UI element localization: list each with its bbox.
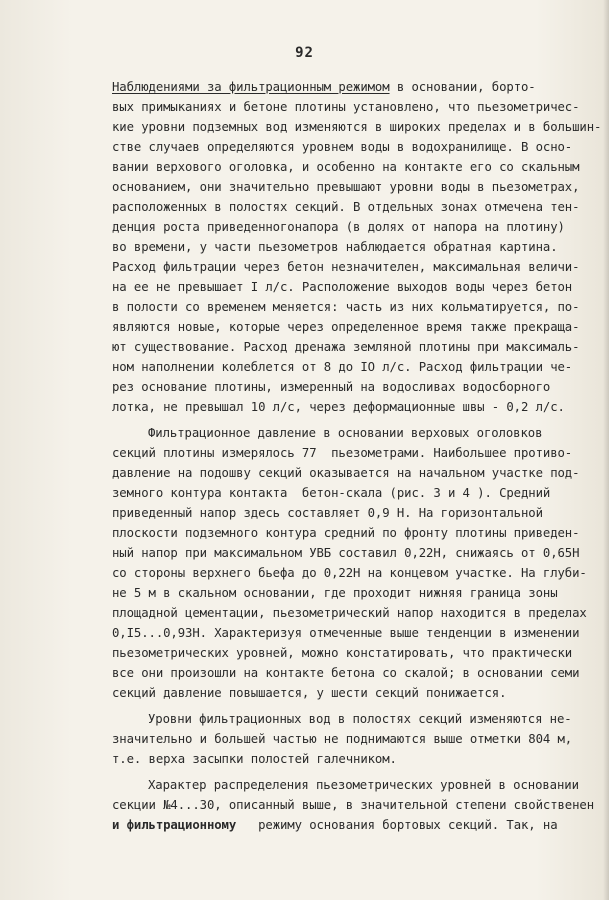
text-line	[112, 337, 580, 357]
line-text: ный напор при максимальном УВБ составил 0,22Н, снижаясь от 0,65Н	[112, 546, 580, 560]
text-line	[112, 583, 558, 603]
line-text: пьезометрических уровней, можно констатировать, что практически	[112, 646, 573, 660]
line-text: Фильтрационное давление в основании верховых оголовков	[148, 426, 543, 440]
line-text: расположенных в полостях секций. В отдельных зонах отмечена тен-	[112, 200, 580, 214]
text-line	[112, 815, 558, 835]
text-line	[112, 317, 580, 337]
text-line	[112, 257, 580, 277]
line-text: т.е. верха засыпки полостей галечником.	[112, 752, 397, 766]
line-text: 0,I5...0,93Н. Характеризуя отмеченные выше тенденции в изменении	[112, 626, 580, 640]
text-line	[112, 709, 572, 729]
text-line	[112, 643, 573, 663]
line-text: все они произошли на контакте бетона со скалой; в основании семи	[112, 666, 580, 680]
text-line	[112, 543, 580, 563]
text-line	[112, 795, 595, 815]
line-text: площадной цементации, пьезометрический напор находится в пределах	[112, 606, 587, 620]
line-text: не 5 м в скальном основании, где проходит нижняя граница зоны	[112, 586, 558, 600]
text-line	[112, 683, 552, 703]
line-text: в полости со временем меняется: часть из них кольматируется, по-	[112, 300, 580, 314]
text-line	[112, 277, 573, 297]
line-text: приведенный напор здесь составляет 0,9 Н. На горизонтальной	[112, 506, 543, 520]
text-line	[112, 77, 552, 97]
line-text: земного контура контакта бетон-скала (рис. 3 и 4 ). Средний	[112, 486, 551, 500]
text-line	[112, 663, 580, 683]
text-line	[112, 463, 580, 483]
text-line	[112, 137, 573, 157]
text-line	[112, 177, 580, 197]
text-line	[112, 503, 552, 523]
text-line	[112, 623, 580, 643]
text-line	[112, 483, 552, 503]
text-line	[112, 157, 580, 177]
line-text: являются новые, которые через определенное время также прекраща-	[112, 320, 580, 334]
text-line	[112, 117, 602, 137]
line-text: Уровни фильтрационных вод в полостях секций изменяются не-	[148, 712, 572, 726]
line-text: секций плотины измерялось 77 пьезометрами. Наибольшее противо-	[112, 446, 573, 460]
line-text: основанием, они значительно превышают уровни воды в пьезометрах,	[112, 180, 580, 194]
line-text: Расход фильтрации через бетон незначителен, максимальная величи-	[112, 260, 580, 274]
line-text: на ее не превышает I л/с. Расположение выходов воды через бетон	[112, 280, 573, 294]
text-line	[112, 443, 573, 463]
line-text: в основании, борто-	[389, 80, 536, 94]
line-text: со стороны верхнего бьефа до 0,22Н на концевом участке. На глуби-	[112, 566, 587, 580]
line-text: во времени, у части пьезометров наблюдается обратная картина.	[112, 240, 558, 254]
line-text: ют существование. Расход дренажа земляной плотины при максималь-	[112, 340, 580, 354]
text-line	[112, 423, 552, 443]
document-body	[112, 77, 602, 835]
line-text: вании верхового оголовка, и особенно на контакте его со скальным	[112, 160, 580, 174]
line-text: ном наполнении колеблется от 8 до IO л/с. Расход фильтрации че-	[112, 360, 573, 374]
text-line	[112, 197, 580, 217]
text-line	[112, 523, 580, 543]
text-line	[112, 217, 565, 237]
text-line	[112, 397, 565, 417]
line-text: режиму основания бортовых секций. Так, на	[236, 818, 558, 832]
page-number: 92	[295, 45, 314, 61]
line-text: Характер распределения пьезометрических уровней в основании	[148, 778, 579, 792]
line-text: стве случаев определяются уровнем воды в водохранилище. В осно-	[112, 140, 573, 154]
line-text: значительно и большей частью не поднимаются выше отметки 804 м,	[112, 732, 573, 746]
text-line	[112, 357, 573, 377]
text-line	[112, 749, 552, 769]
text-line	[112, 237, 558, 257]
line-text: лотка, не превышал 10 л/с, через деформационные швы - 0,2 л/с.	[112, 400, 565, 414]
line-text: давление на подошву секций оказывается на начальном участке под-	[112, 466, 580, 480]
line-text: вых примыканиях и бетоне плотины установлено, что пьезометричес-	[112, 100, 580, 114]
text-line	[112, 775, 579, 795]
line-text: секции №4...30, описанный выше, в значительной степени свойственен	[112, 798, 595, 812]
text-line	[112, 297, 580, 317]
text-line	[112, 729, 573, 749]
line-text: кие уровни подземных вод изменяются в широких пределах и в большин-	[112, 120, 602, 134]
line-text: секций давление повышается, у шести секций понижается.	[112, 686, 507, 700]
line-text: плоскости подземного контура средний по фронту плотины приведен-	[112, 526, 580, 540]
bold-phrase: и фильтрационному	[112, 818, 237, 832]
text-line	[112, 97, 580, 117]
text-line	[112, 377, 552, 397]
underlined-phrase: Наблюдениями за фильтрационным режимом	[112, 80, 390, 94]
line-text: рез основание плотины, измеренный на водосливах водосборного	[112, 380, 551, 394]
text-line	[112, 563, 587, 583]
line-text: денция роста приведенногонапора (в долях от напора на плотину)	[112, 220, 565, 234]
text-line	[112, 603, 587, 623]
page-edge-shadow	[603, 0, 609, 900]
